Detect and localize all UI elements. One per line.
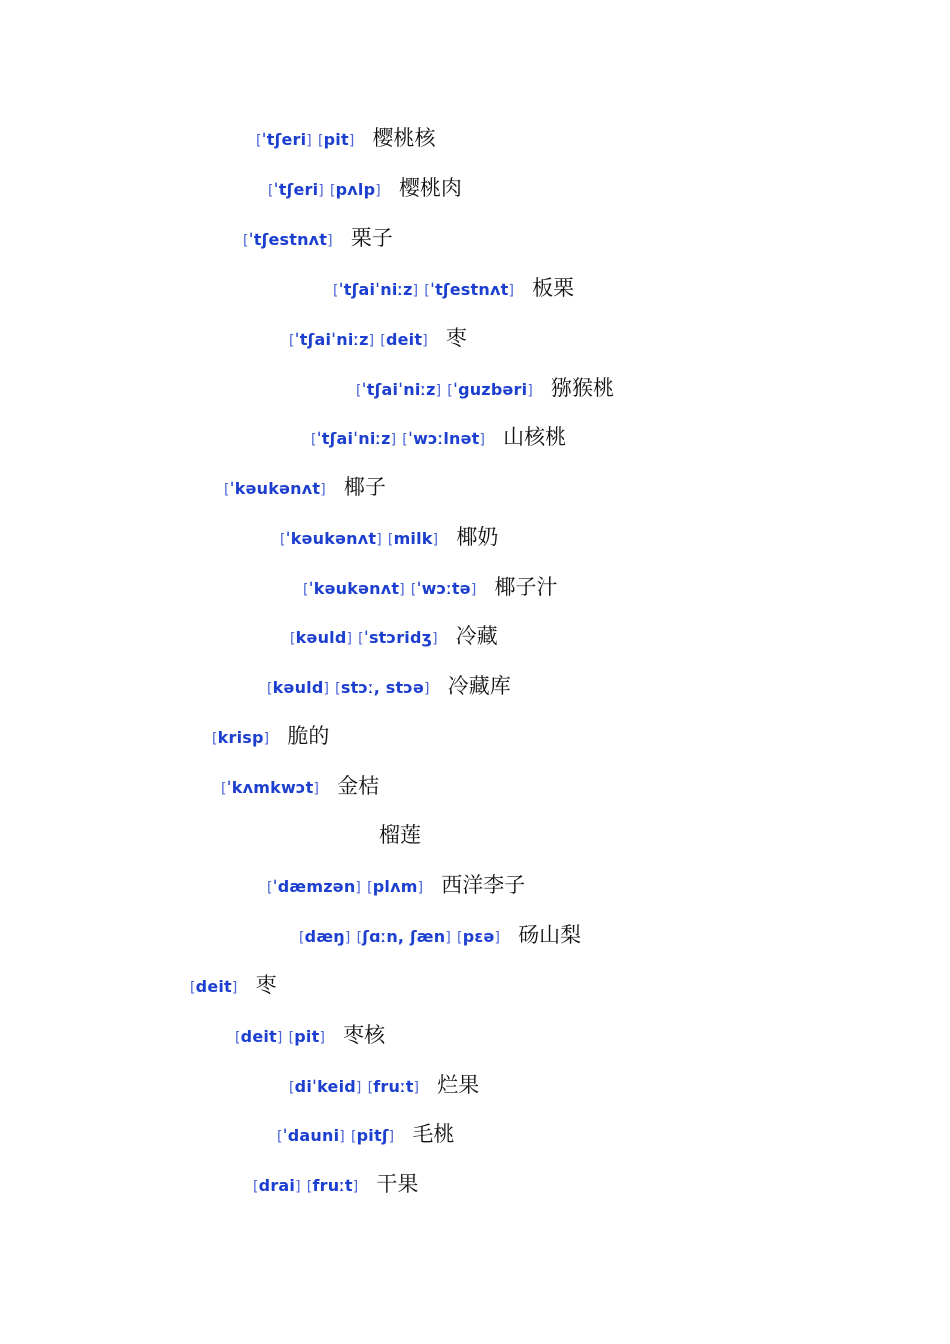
- vocab-entry: [311, 421, 566, 451]
- bracket-open: [: [243, 233, 249, 249]
- bracket-open: [: [289, 1080, 295, 1096]
- chinese-translation: 金桔: [337, 774, 380, 798]
- bracket-open: [: [299, 930, 305, 946]
- bracket-open: [: [410, 582, 417, 598]
- bracket-close: ]: [417, 880, 424, 896]
- bracket-close: ]: [435, 383, 442, 399]
- bracket-close: ]: [313, 781, 320, 797]
- bracket-open: [: [424, 283, 430, 299]
- bracket-open: [: [267, 880, 273, 896]
- phonetic-transcription: [388, 529, 438, 548]
- phonetic-text: ˈtʃaiˈniːz: [294, 330, 369, 349]
- bracket-open: [: [356, 383, 362, 399]
- phonetic-transcription: [330, 180, 381, 199]
- phonetic-transcription: [424, 280, 514, 299]
- phonetic-transcription: [357, 927, 451, 946]
- phonetic-text: ˈkəukənʌt: [308, 579, 400, 598]
- bracket-close: ]: [346, 631, 353, 647]
- phonetic-text: kəuld: [295, 628, 347, 647]
- phonetic-text: stɔː, stɔə: [340, 678, 425, 697]
- phonetic-transcription: [267, 678, 329, 697]
- vocab-entry: [243, 222, 393, 252]
- phonetic-text: ˈdauni: [282, 1126, 340, 1145]
- vocab-entry: [290, 620, 498, 650]
- chinese-translation: 枣: [445, 326, 467, 350]
- bracket-open: [: [402, 432, 408, 448]
- phonetic-transcription: [212, 728, 269, 747]
- phonetic-transcription: [190, 977, 238, 996]
- bracket-open: [: [256, 133, 262, 149]
- phonetic-transcription: [224, 479, 326, 498]
- chinese-translation: 烂果: [437, 1073, 480, 1097]
- bracket-close: ]: [412, 283, 419, 299]
- bracket-open: [: [303, 582, 309, 598]
- vocab-entry: [253, 1168, 418, 1198]
- bracket-open: [: [224, 482, 230, 498]
- phonetic-transcription: [447, 380, 533, 399]
- bracket-close: ]: [263, 731, 270, 747]
- phonetic-transcription: [289, 330, 374, 349]
- bracket-close: ]: [413, 1080, 420, 1096]
- phonetic-transcription: [267, 877, 361, 896]
- vocab-entry: [212, 720, 329, 750]
- phonetic-text: fruːt: [373, 1077, 414, 1096]
- vocab-entry: [267, 869, 525, 899]
- phonetic-text: kəuld: [272, 678, 324, 697]
- phonetic-text: ˈdæmzən: [272, 877, 356, 896]
- bracket-close: ]: [445, 930, 452, 946]
- vocab-entry: [356, 372, 614, 402]
- phonetic-transcription: [303, 579, 405, 598]
- bracket-close: ]: [318, 183, 324, 199]
- phonetic-text: milk: [393, 529, 433, 548]
- chinese-translation: 西洋李子: [441, 873, 526, 897]
- bracket-close: ]: [375, 183, 381, 199]
- phonetic-transcription: [268, 180, 324, 199]
- phonetic-transcription: [235, 1027, 283, 1046]
- vocab-entry: [367, 819, 421, 849]
- phonetic-transcription: [311, 429, 396, 448]
- phonetic-text: ˈtʃestnʌt: [248, 230, 328, 249]
- phonetic-text: ˈtʃaiˈniːz: [361, 380, 436, 399]
- vocab-entry: [303, 571, 558, 601]
- bracket-open: [: [267, 681, 273, 697]
- bracket-close: ]: [355, 880, 362, 896]
- phonetic-transcription: [318, 130, 355, 149]
- phonetic-text: ˈkəukənʌt: [285, 529, 377, 548]
- phonetic-transcription: [243, 230, 333, 249]
- vocab-entry: [289, 322, 467, 352]
- phonetic-text: ˈwɔːlnət: [407, 429, 480, 448]
- vocab-entry: [299, 919, 581, 949]
- phonetic-text: pitʃ: [356, 1126, 389, 1145]
- phonetic-text: pɛə: [462, 927, 495, 946]
- bracket-close: ]: [470, 582, 477, 598]
- bracket-close: ]: [368, 333, 375, 349]
- vocab-entry: [277, 1118, 454, 1148]
- phonetic-transcription: [367, 877, 423, 896]
- bracket-open: [: [380, 333, 386, 349]
- bracket-open: [: [290, 631, 296, 647]
- phonetic-text: ˈstɔridʒ: [363, 628, 433, 647]
- bracket-close: ]: [355, 1080, 362, 1096]
- phonetic-transcription: [307, 1176, 359, 1195]
- bracket-close: ]: [527, 383, 533, 399]
- phonetic-text: ʃɑːn, ʃæn: [362, 927, 446, 946]
- bracket-open: [: [235, 1030, 241, 1046]
- phonetic-text: dæŋ: [304, 927, 345, 946]
- phonetic-text: deit: [195, 977, 232, 996]
- chinese-translation: 樱桃肉: [398, 176, 462, 200]
- bracket-open: [: [311, 432, 317, 448]
- chinese-translation: 栗子: [350, 226, 393, 250]
- phonetic-transcription: [333, 280, 418, 299]
- bracket-open: [: [387, 532, 394, 548]
- bracket-open: [: [306, 1179, 313, 1195]
- vocab-entry: [256, 122, 436, 152]
- bracket-open: [: [356, 930, 363, 946]
- phonetic-text: pit: [323, 130, 349, 149]
- phonetic-transcription: [221, 778, 319, 797]
- bracket-open: [: [333, 283, 339, 299]
- phonetic-text: ˈkəukənʌt: [229, 479, 321, 498]
- bracket-open: [: [317, 133, 324, 149]
- bracket-open: [: [367, 1080, 374, 1096]
- phonetic-transcription: [402, 429, 485, 448]
- bracket-open: [: [289, 333, 295, 349]
- bracket-close: ]: [295, 1179, 301, 1195]
- bracket-close: ]: [479, 432, 486, 448]
- bracket-close: ]: [390, 432, 397, 448]
- bracket-open: [: [329, 183, 336, 199]
- phonetic-transcription: [411, 579, 477, 598]
- phonetic-text: ˈguzbəri: [452, 380, 528, 399]
- phonetic-transcription: [356, 380, 441, 399]
- chinese-translation: 毛桃: [412, 1122, 455, 1146]
- bracket-open: [: [280, 532, 286, 548]
- bracket-close: ]: [339, 1129, 345, 1145]
- bracket-close: ]: [319, 1030, 326, 1046]
- phonetic-text: pʌlp: [335, 180, 376, 199]
- bracket-open: [: [367, 880, 373, 896]
- vocab-entry: [268, 172, 462, 202]
- phonetic-text: fruːt: [312, 1176, 353, 1195]
- bracket-open: [: [268, 183, 274, 199]
- vocab-entry: [224, 471, 386, 501]
- phonetic-text: krisp: [217, 728, 264, 747]
- bracket-open: [: [288, 1030, 295, 1046]
- bracket-close: ]: [432, 532, 439, 548]
- phonetic-text: ˈkʌmkwɔt: [226, 778, 314, 797]
- phonetic-transcription: [380, 330, 428, 349]
- bracket-open: [: [457, 930, 463, 946]
- chinese-translation: 猕猴桃: [550, 376, 614, 400]
- bracket-close: ]: [306, 133, 312, 149]
- bracket-close: ]: [494, 930, 501, 946]
- phonetic-text: deit: [240, 1027, 277, 1046]
- phonetic-transcription: [256, 130, 312, 149]
- vocab-entry: [221, 770, 379, 800]
- chinese-translation: 干果: [376, 1172, 419, 1196]
- chinese-translation: 椰子汁: [494, 575, 558, 599]
- phonetic-text: ˈtʃaiˈniːz: [338, 280, 413, 299]
- phonetic-transcription: [290, 628, 352, 647]
- bracket-close: ]: [424, 681, 430, 697]
- phonetic-text: ˈtʃestnʌt: [429, 280, 509, 299]
- phonetic-transcription: [358, 628, 438, 647]
- phonetic-transcription: [457, 927, 500, 946]
- bracket-close: ]: [376, 532, 382, 548]
- vocab-entry: [333, 272, 574, 302]
- chinese-translation: 枣核: [343, 1023, 386, 1047]
- bracket-close: ]: [508, 283, 515, 299]
- vocab-entry: [280, 521, 498, 551]
- bracket-open: [: [277, 1129, 283, 1145]
- bracket-open: [: [253, 1179, 259, 1195]
- phonetic-transcription: [277, 1126, 345, 1145]
- phonetic-transcription: [368, 1077, 420, 1096]
- chinese-translation: 椰奶: [456, 525, 499, 549]
- phonetic-text: ˈtʃeri: [273, 180, 319, 199]
- vocab-entry: [190, 969, 277, 999]
- bracket-close: ]: [320, 482, 326, 498]
- vocab-entry: [289, 1069, 479, 1099]
- bracket-close: ]: [276, 1030, 283, 1046]
- bracket-close: ]: [388, 1129, 395, 1145]
- chinese-translation: 山核桃: [503, 425, 567, 449]
- bracket-open: [: [350, 1129, 357, 1145]
- chinese-translation: 脆的: [287, 724, 330, 748]
- phonetic-transcription: [280, 529, 382, 548]
- bracket-open: [: [190, 980, 196, 996]
- bracket-close: ]: [422, 333, 428, 349]
- phonetic-transcription: [351, 1126, 394, 1145]
- phonetic-transcription: [289, 1077, 362, 1096]
- phonetic-text: plʌm: [372, 877, 418, 896]
- bracket-open: [: [447, 383, 453, 399]
- chinese-translation: 冷藏库: [447, 674, 511, 698]
- phonetic-text: ˈtʃeri: [261, 130, 307, 149]
- vocab-entry: [267, 670, 511, 700]
- bracket-close: ]: [344, 930, 351, 946]
- chinese-translation: 板栗: [532, 276, 575, 300]
- bracket-open: [: [212, 731, 218, 747]
- chinese-translation: 枣: [255, 973, 277, 997]
- phonetic-text: ˈwɔːtə: [416, 579, 471, 598]
- bracket-close: ]: [399, 582, 405, 598]
- phonetic-transcription: [335, 678, 430, 697]
- chinese-translation: 椰子: [343, 475, 386, 499]
- phonetic-transcription: [289, 1027, 326, 1046]
- phonetic-text: drai: [258, 1176, 296, 1195]
- chinese-translation: 砀山梨: [518, 923, 582, 947]
- bracket-close: ]: [348, 133, 355, 149]
- phonetic-transcription: [299, 927, 351, 946]
- vocab-entry: [235, 1019, 385, 1049]
- chinese-translation: 樱桃核: [372, 126, 436, 150]
- bracket-close: ]: [323, 681, 330, 697]
- bracket-close: ]: [352, 1179, 359, 1195]
- bracket-open: [: [335, 681, 341, 697]
- phonetic-text: ˈtʃaiˈniːz: [316, 429, 391, 448]
- bracket-open: [: [221, 781, 227, 797]
- phonetic-text: diˈkeid: [294, 1077, 356, 1096]
- bracket-close: ]: [231, 980, 238, 996]
- chinese-translation: 榴莲: [379, 823, 421, 847]
- phonetic-text: pit: [294, 1027, 320, 1046]
- chinese-translation: 冷藏: [455, 624, 498, 648]
- bracket-close: ]: [327, 233, 333, 249]
- phonetic-transcription: [253, 1176, 301, 1195]
- phonetic-text: deit: [385, 330, 423, 349]
- bracket-open: [: [358, 631, 364, 647]
- bracket-close: ]: [432, 631, 438, 647]
